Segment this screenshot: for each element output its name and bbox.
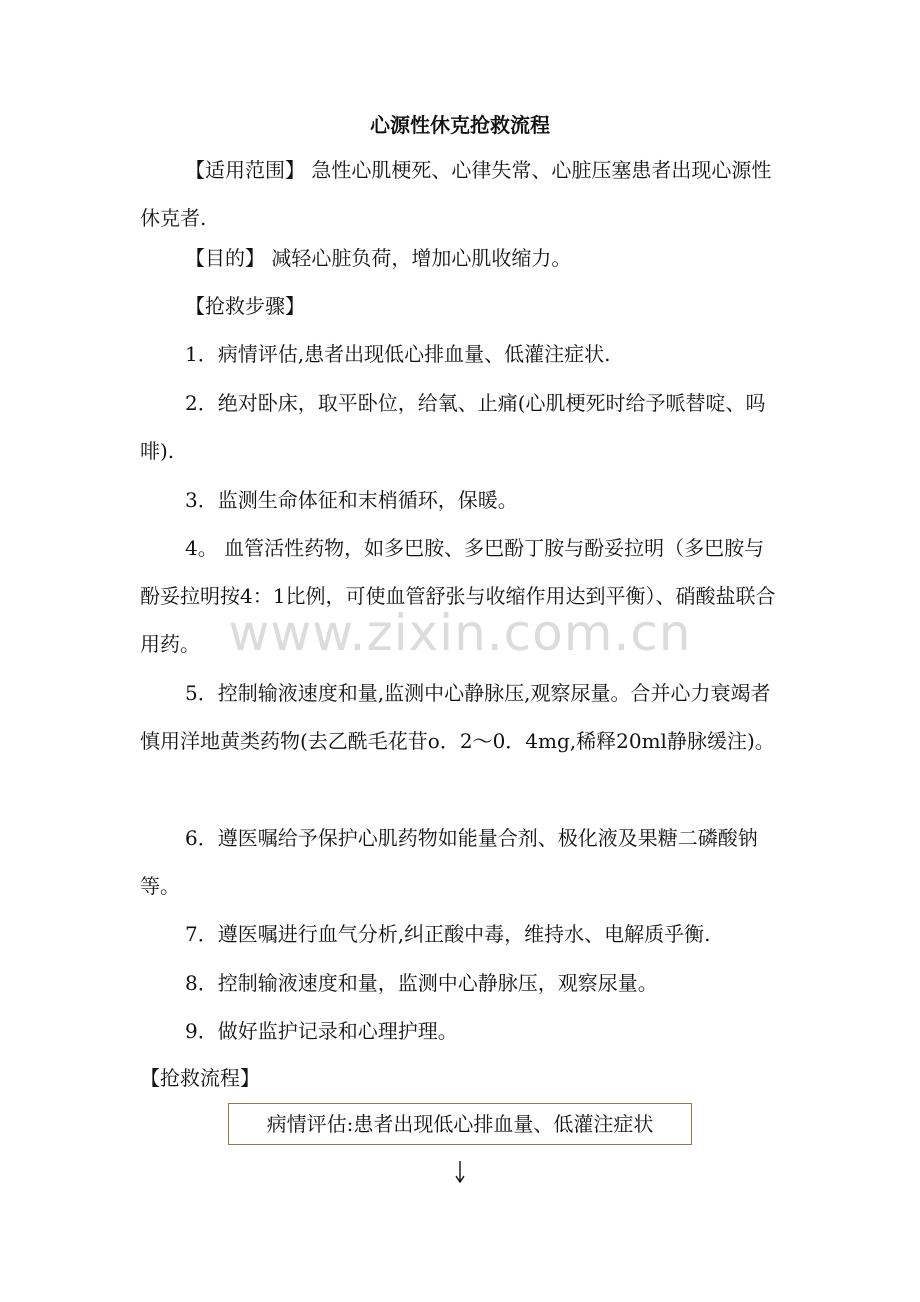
paragraph-step-1: 1．病情评估,患者出现低心排血量、低灌注症状. <box>185 342 611 366</box>
paragraph-step-7: 7．遵医嘱进行血气分析,纠正酸中毒，维持水、电解质乎衡. <box>185 922 711 946</box>
paragraph-step-8: 8．控制输液速度和量，监测中心静脉压，观察尿量。 <box>185 971 658 995</box>
paragraph-step-5: 5．控制输液速度和量,监测中心静脉压,观察尿量。合并心力衰竭者慎用洋地黄类药物(去乙酰毛花苷o．2～0．4mg,稀释20ml静脉缓注)。 <box>140 681 775 753</box>
document-title: 心源性休克抢救流程 <box>370 113 550 137</box>
paragraph-purpose: 【目的】 减轻心脏负荷，增加心肌收缩力。 <box>185 246 572 270</box>
paragraph-step-6: 6．遵医嘱给予保护心肌药物如能量合剂、极化液及果糖二磷酸钠等。 <box>140 826 758 898</box>
flowchart-box-assessment: 病情评估:患者出现低心排血量、低灌注症状 <box>228 1103 692 1145</box>
down-arrow-icon <box>450 1160 470 1184</box>
watermark: www.zixin.com.cn <box>228 604 692 662</box>
paragraph-steps-heading: 【抢救步骤】 <box>185 294 305 318</box>
paragraph-step-9: 9．做好监护记录和心理护理。 <box>185 1019 458 1043</box>
paragraph-step-4: 4。 血管活性药物，如多巴胺、多巴酚丁胺与酚妥拉明（多巴胺与酚妥拉明按4：1比例，可使血管舒张与收缩作用达到平衡）、硝酸盐联合用药。 <box>140 536 776 656</box>
paragraph-step-3: 3．监测生命体征和末梢循环，保暖。 <box>185 488 518 512</box>
flow-heading: 【抢救流程】 <box>140 1066 260 1090</box>
paragraph-scope: 【适用范围】 急性心肌梗死、心律失常、心脏压塞患者出现心源性休克者. <box>140 158 772 230</box>
paragraph-step-2: 2．绝对卧床，取平卧位，给氧、止痛(心肌梗死时给予哌替啶、吗啡). <box>140 391 766 463</box>
